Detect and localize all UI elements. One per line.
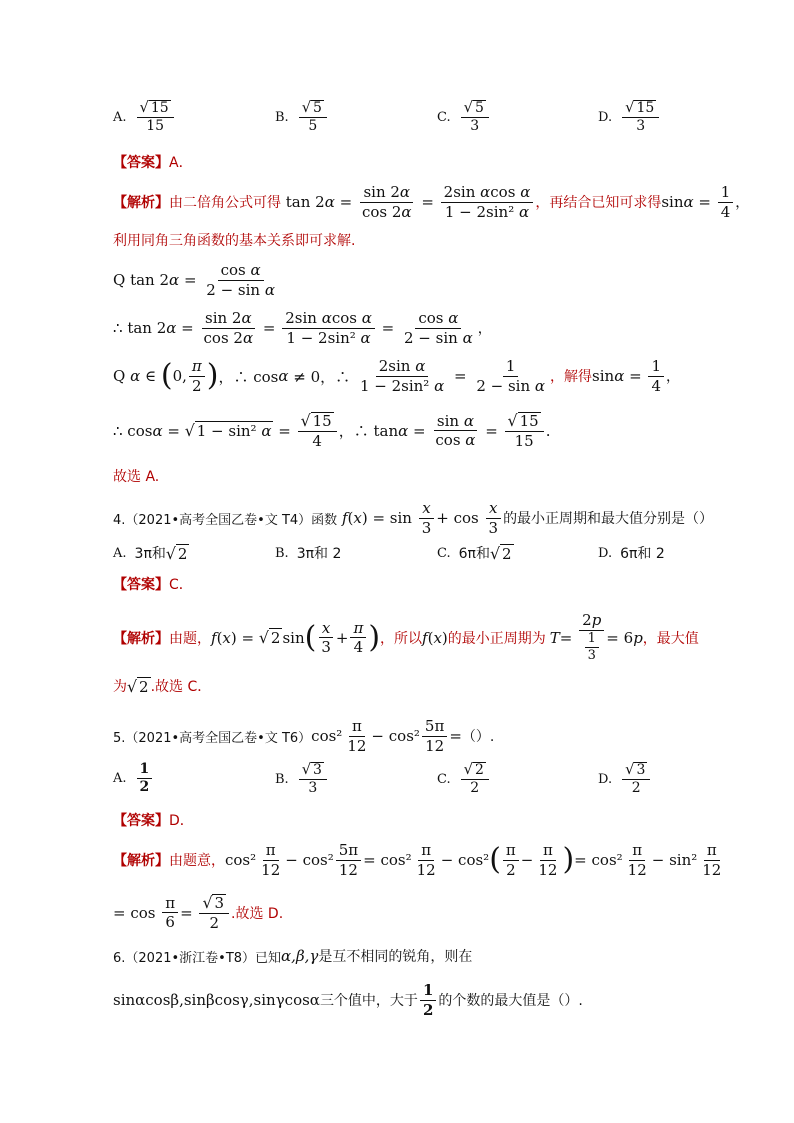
- math-line-4: ∴ cos α = √ 1 − sin² α = √ 15 4 ，∴ tan α = $\frac{\text{sin α}}{\text{cos α}}$ = √ 15 15 .: [113, 411, 551, 450]
- option-b: B. √ 5 5: [275, 100, 329, 135]
- q4-option-c: C. 6π和 √ 2: [437, 543, 512, 563]
- q4-option-a: A. 3π和 √ 2: [113, 543, 188, 563]
- question-5-stem: 5.（2021•高考全国乙卷•文 T6） cos² $\frac{\pi}{12}$ − cos² $\frac{5\pi}{12}$ = （）.: [113, 717, 495, 755]
- question-4-stem: 4.（2021•高考全国乙卷•文 T4）函数 f ( x ) = sin $\frac{x}{3}$ + cos $\frac{x}{3}$ 的最小正周期和最大值分别是（）: [113, 499, 714, 537]
- math-line-1: Q tan 2 α = $\frac{\text{cos α}}{\text{2 − sin α}}$: [113, 261, 275, 299]
- option-letter: A.: [113, 109, 127, 125]
- math-line-3: Q α ∈ ( 0, $\frac{\pi}{2}$ ) ，∴ cos α ≠ 0，∴ $\frac{\text{2sin α}}{\text{1 − 2sin² α}}$ = $\frac{1}{\text{2 − sin α}}$ ，解得 sin α = $\frac{1}{4}$ ，: [113, 357, 680, 395]
- q5-option-d: D. √ 3 2: [598, 762, 652, 797]
- analysis-line-q5-2: = cos $\frac{\pi}{6}$ = √ 3 2 .故选 D.: [113, 893, 284, 932]
- q4-option-d: D. 6π和 2: [598, 545, 665, 562]
- q5-option-c: C. √ 2 2: [437, 762, 491, 797]
- q4-option-b: B. 3π和 2: [275, 545, 342, 562]
- question-6-line2: sinαcosβ,sinβcosγ,sinγcosα 三个值中，大于 $\frac{1}{2}$ 的个数的最大值是（）.: [113, 981, 583, 1019]
- answer-line-q4: 【答案】 C．: [113, 577, 193, 593]
- q5-option-a: A. $\frac{1}{2}$: [113, 762, 154, 796]
- option-fraction: √ 15 15: [137, 100, 174, 135]
- option-d: D. √ 15 3: [598, 100, 661, 135]
- conclusion-q3: 故选 A.: [113, 469, 160, 485]
- q5-option-b: B. √ 3 3: [275, 762, 329, 797]
- answer-line-q3: 【答案】 A．: [113, 155, 193, 171]
- analysis-line-q3-2: 利用同角三角函数的基本关系即可求解.: [113, 233, 356, 249]
- answer-line-q5: 【答案】 D．: [113, 813, 194, 829]
- analysis-line-q5: 【解析】 由题意， cos² $\frac{\pi}{12}$ − cos² $\frac{5\pi}{12}$ = cos² $\frac{\pi}{12}$ − cos² ( $\frac{\pi}{2}$ − $\frac{\pi}{12}$ ) = cos² $\frac{\pi}{12}$ − sin² $\frac{\pi}{12}$: [113, 841, 722, 879]
- analysis-line-q3: 【解析】 由二倍角公式可得 tan 2 α = $\frac{\sin 2\alpha}{\cos 2\alpha}$ = $\frac{\text{2sin αcos α}}{\text{1 − 2sin² α}}$ ，再结合已知可求得 sin α = $\frac{1}{4}$ ，: [113, 183, 750, 221]
- option-c: C. √ 5 3: [437, 100, 491, 135]
- option-a: [113, 100, 176, 135]
- question-6-stem: 6.（2021•浙江卷•T8）已知 α,β,γ 是互不相同的锐角，则在: [113, 947, 473, 966]
- math-line-2: ∴ tan 2 α = $\frac{\sin 2\alpha}{\cos 2\alpha}$ = $\frac{\text{2sin αcos α}}{\text{1 − 2sin² α}}$ = $\frac{\text{cos α}}{\text{2 − sin α}}$ ，: [113, 309, 492, 347]
- analysis-line-q4-2: 为 √ 2 .故选 C．: [113, 676, 212, 696]
- analysis-line-q4: 【解析】 由题， f ( x ) = √ 2 sin ( $\frac{x}{3}$ + $\frac{\pi}{4}$ ) ，所以 f ( x ) 的最小正周期为 T = $\frac{2p}{\frac{1}{3}}$ = 6 p ，最大值: [113, 611, 699, 663]
